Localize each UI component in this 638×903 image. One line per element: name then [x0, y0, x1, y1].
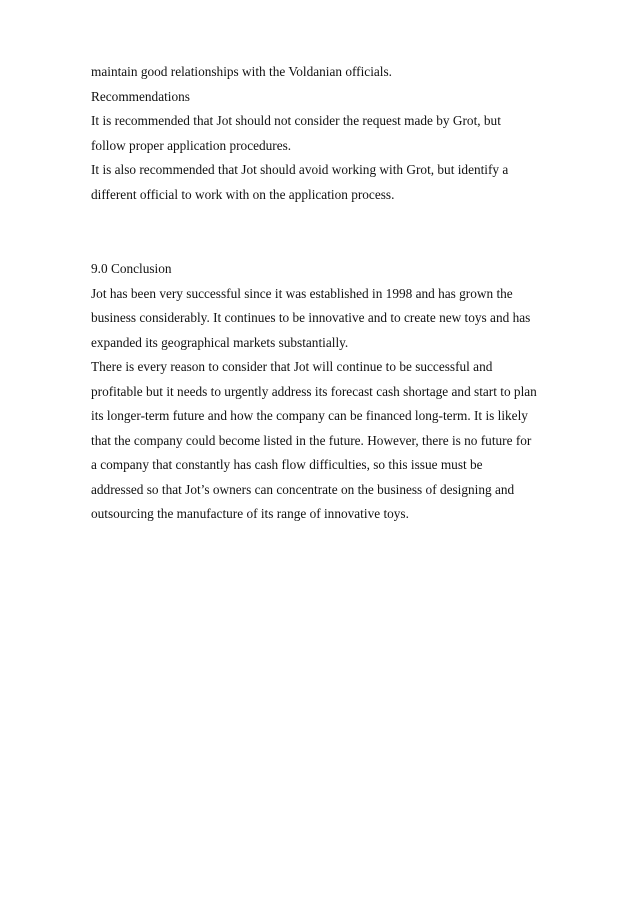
- paragraph-line: different official to work with on the application process.: [91, 186, 395, 202]
- recommendations-section: [91, 60, 561, 207]
- paragraph-line: outsourcing the manufacture of its range of innovative toys.: [91, 506, 409, 521]
- paragraph-line: addressed so that Jot’s owners can concentrate on the business of designing and: [91, 481, 515, 497]
- paragraph-line: Jot has been very successful since it was established in 1998 and has grown the: [91, 285, 513, 301]
- paragraph-line: expanded its geographical markets substantially.: [91, 334, 349, 350]
- paragraph-line: business considerably. It continues to be innovative and to create new toys and has: [91, 310, 531, 325]
- paragraph-line: It is also recommended that Jot should avoid working with Grot, but identify a: [91, 162, 509, 177]
- paragraph-line: profitable but it needs to urgently address its forecast cash shortage and start to plan: [91, 383, 537, 399]
- conclusion-heading: 9.0 Conclusion: [91, 261, 172, 276]
- recommendations-heading: Recommendations: [91, 88, 190, 104]
- paragraph-line: its longer-term future and how the company can be financed long-term. It is likely: [91, 408, 528, 423]
- paragraph-line: a company that constantly has cash flow difficulties, so this issue must be: [91, 457, 483, 472]
- paragraph-line: follow proper application procedures.: [91, 137, 292, 153]
- paragraph-line: that the company could become listed in the future. However, there is no future for: [91, 432, 532, 448]
- conclusion-section: [91, 257, 561, 527]
- paragraph-line: There is every reason to consider that Jot will continue to be successful and: [91, 359, 493, 374]
- paragraph-line: It is recommended that Jot should not consider the request made by Grot, but: [91, 113, 501, 128]
- paragraph-line: maintain good relationships with the Voldanian officials.: [91, 64, 392, 79]
